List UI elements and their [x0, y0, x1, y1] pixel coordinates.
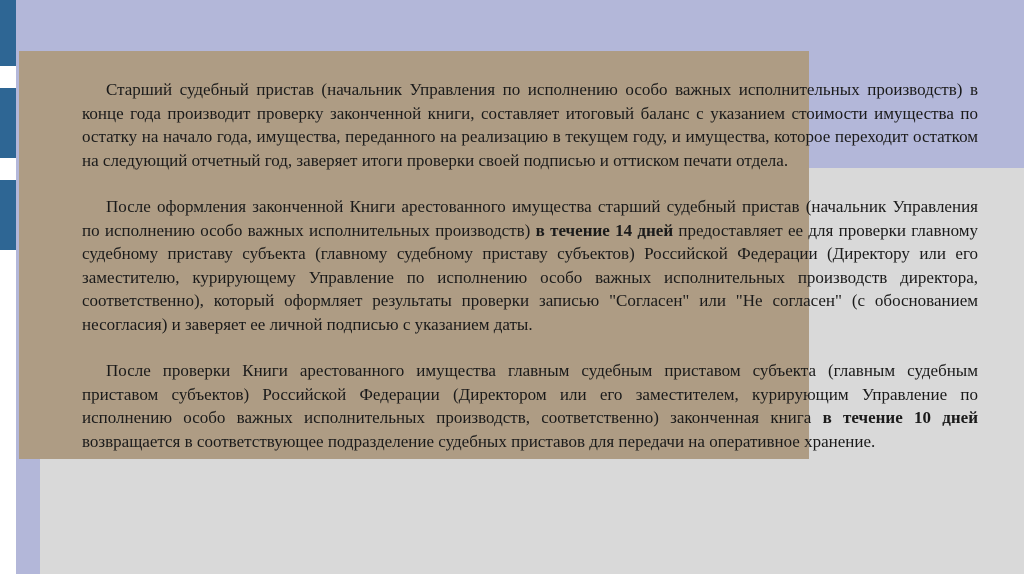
paragraph-1-text: Старший судебный пристав (начальник Управления по исполнению особо важных исполнительных производств) в конце года производит проверку законченной книги, составляет итоговый баланс с указанием стоимости имущества по остатку на начало года, имущества, переданного на реализацию в текущем году, и имущества, которое переходит остатком на следующий отчетный год, заверяет итоги проверки своей подписью и оттиском печати отдела.: [82, 80, 978, 170]
blue-strip-block: [0, 88, 16, 158]
paragraph-2-text-start: После оформления законченной Книги арестованного имущества старший судебный пристав (начальник Управления по исполнению особо важных исполнительных производств): [82, 197, 978, 240]
paragraph-2-deadline: в течение 14 дней: [535, 220, 674, 240]
document-body: [82, 78, 978, 476]
paragraph-3-text-start: После проверки Книги арестованного имущества главным судебным приставом субъекта (главным судебным приставом субъектов) Российской Федерации (Директором или его заместителем, курирующим Управление по исполнению особо важных исполнительных производств, соответственно) законченная книга: [82, 361, 978, 427]
left-decorative-strip: [0, 0, 16, 574]
blue-strip-block: [0, 180, 16, 250]
paragraph-1: [82, 78, 978, 172]
paragraph-2-text-end: предоставляет ее для проверки главному судебному приставу субъекта (главному судебному приставу субъектов) Российской Федерации (Директору или его заместителю, курирующему Управление по исполнению особо важных исполнительных производств директора, соответственно), который оформляет результаты проверки записью "Согласен" или "Не согласен" (с обоснованием несогласия) и заверяет ее личной подписью с указанием даты.: [82, 220, 978, 334]
paragraph-3: [82, 359, 978, 453]
paragraph-3-text-end: возвращается в соответствующее подразделение судебных приставов для передачи на оперативное хранение.: [82, 431, 876, 451]
paragraph-2: [82, 195, 978, 336]
blue-strip-block: [0, 0, 16, 66]
paragraph-3-deadline: в течение 10 дней: [822, 408, 978, 427]
